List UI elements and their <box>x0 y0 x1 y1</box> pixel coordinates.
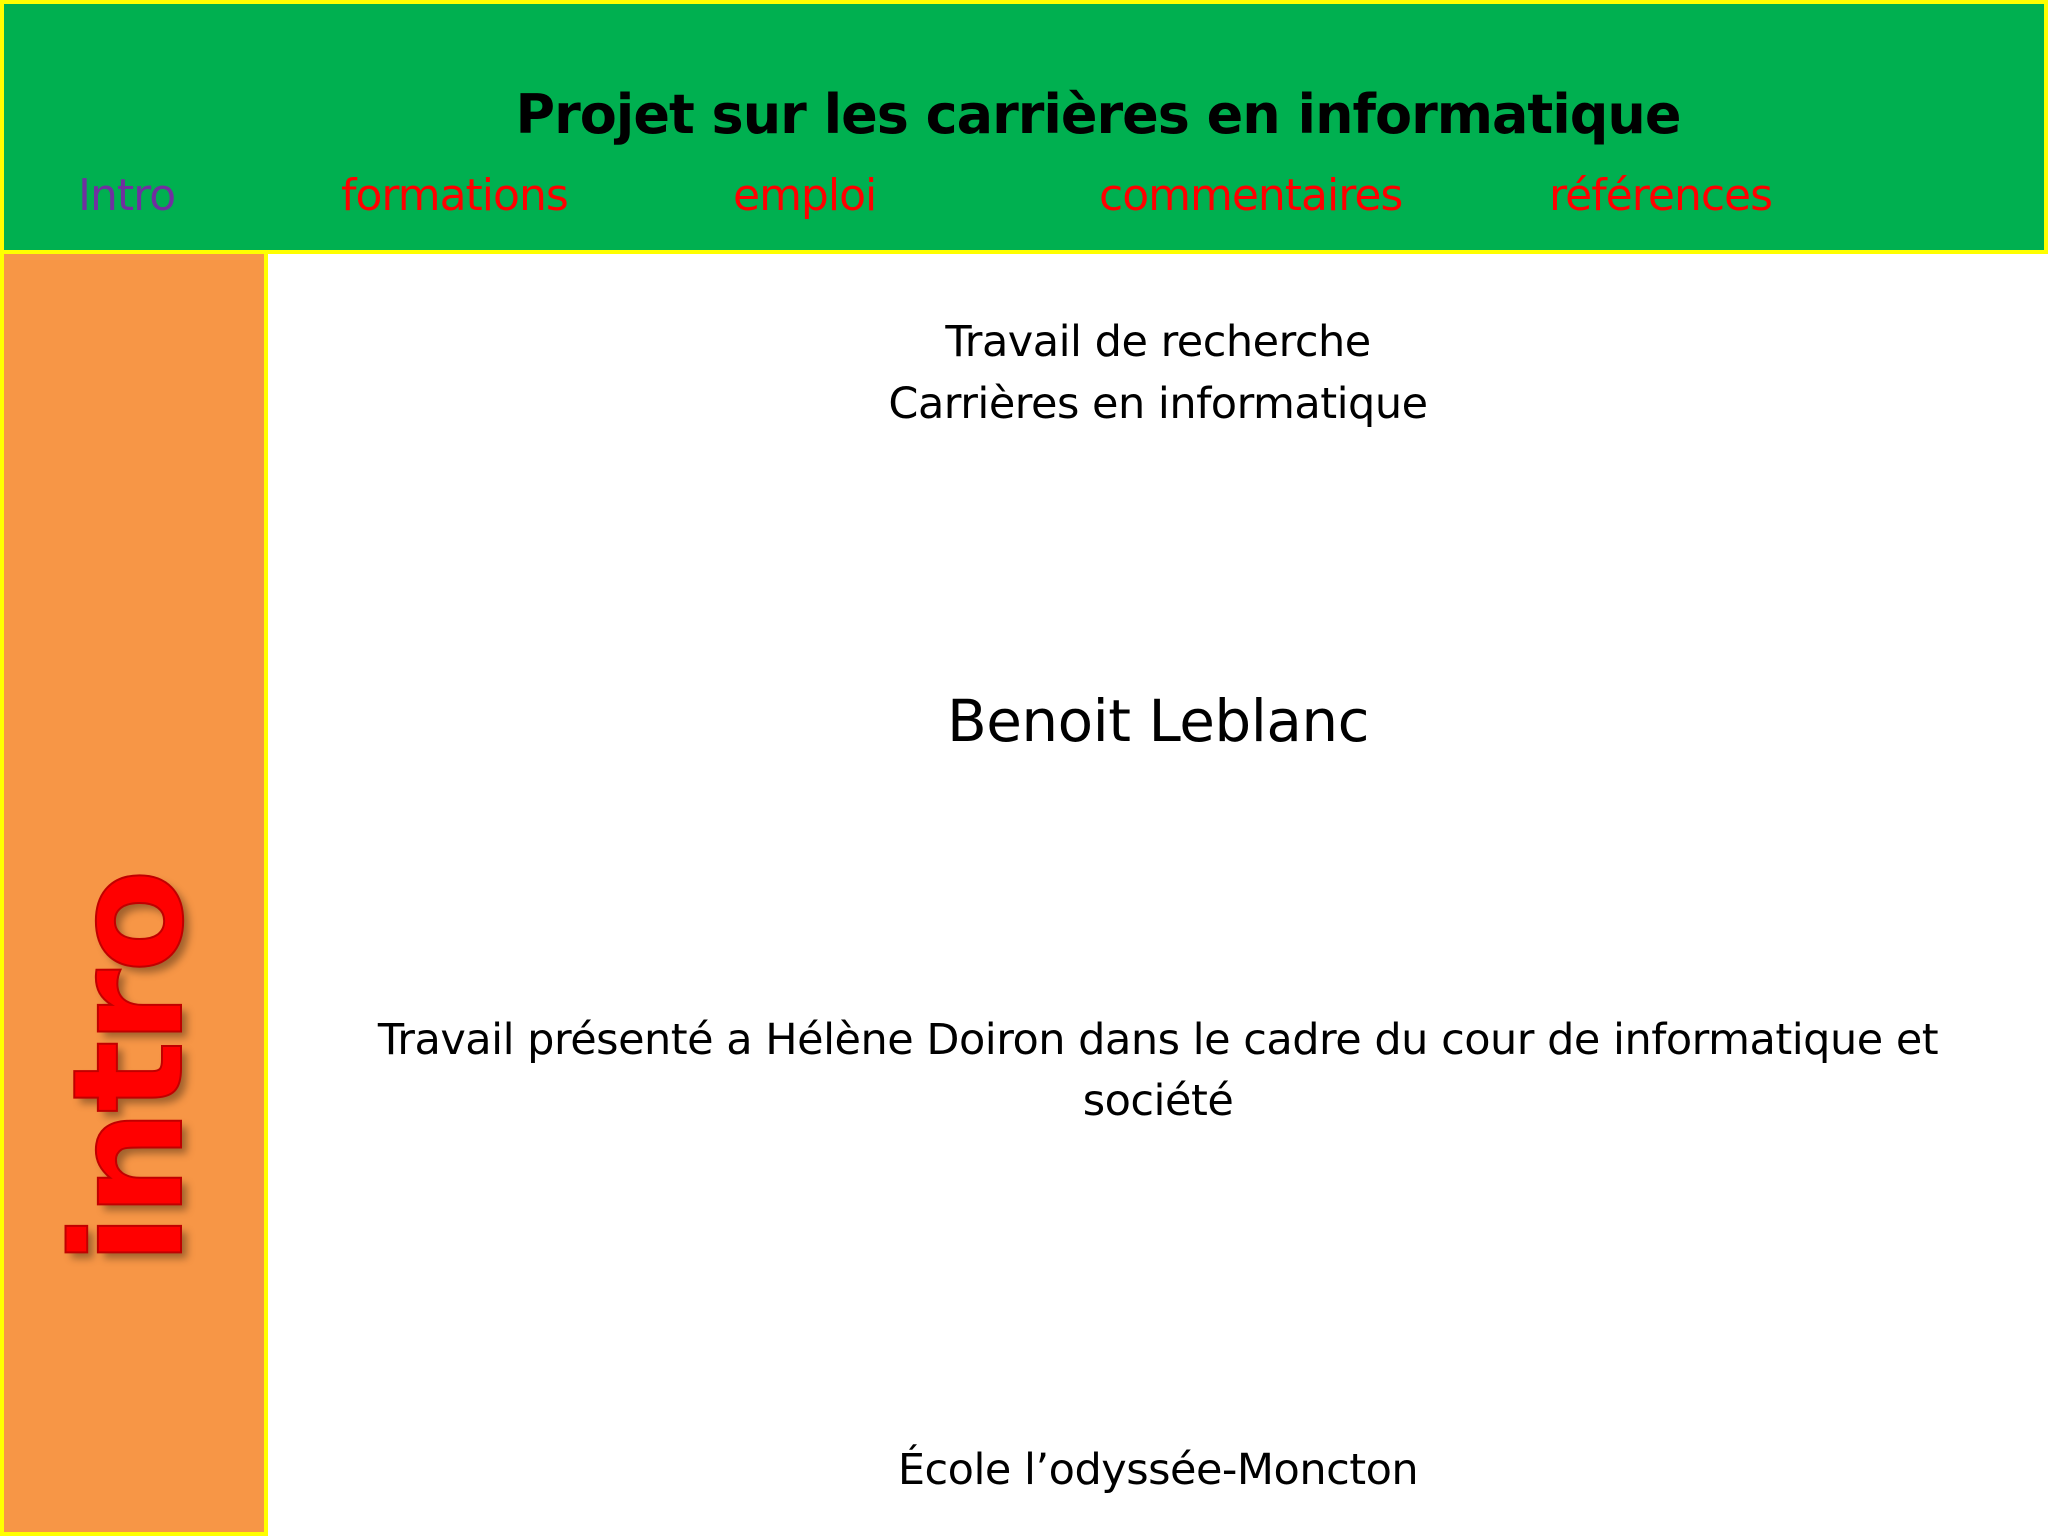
presented-line-1: Travail présenté a Hélène Doiron dans le cadre du cour de informatique et <box>377 1015 1939 1065</box>
presented-line-2: société <box>1082 1076 1234 1126</box>
nav-link-intro[interactable]: Intro <box>78 170 176 221</box>
nav-link-formations[interactable]: formations <box>341 170 568 221</box>
heading-line-1: Travail de recherche <box>945 317 1371 367</box>
page-title: Projet sur les carrières en informatique <box>515 83 1681 146</box>
sidebar-section-label: intro <box>40 872 217 1266</box>
school-name: École l’odyssée-Moncton <box>897 1445 1419 1495</box>
heading-line-2: Carrières en informatique <box>888 379 1428 429</box>
nav-link-references[interactable]: références <box>1549 170 1773 221</box>
nav-link-commentaires[interactable]: commentaires <box>1099 170 1403 221</box>
nav-link-emploi[interactable]: emploi <box>733 170 877 221</box>
sidebar-panel <box>0 254 268 1536</box>
author-name: Benoit Leblanc <box>946 687 1370 755</box>
